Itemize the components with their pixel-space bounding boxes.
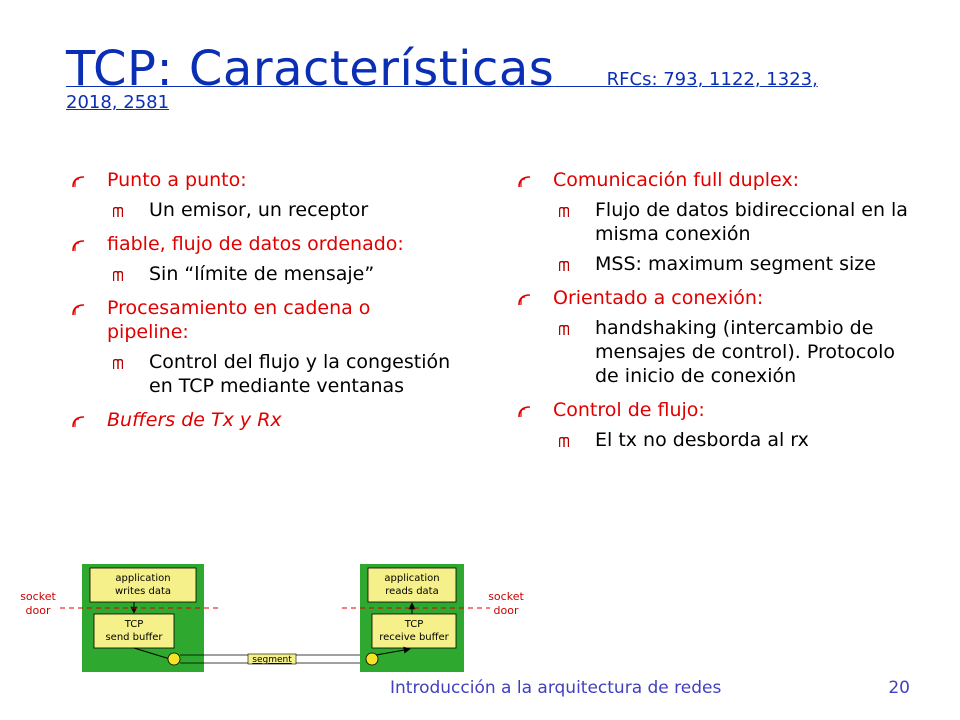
sub-item-text: Flujo de datos bidireccional en la misma conexión (595, 199, 908, 245)
sub-item-text: Un emisor, un receptor (149, 199, 369, 221)
bullet-icon (518, 294, 531, 306)
right-column (518, 168, 918, 462)
sub-item (107, 198, 452, 222)
slide-title (66, 41, 866, 114)
sender-app-label: writes data (114, 586, 172, 597)
bullet-icon (72, 416, 85, 428)
sub-bullet-icon (559, 261, 569, 272)
left-socket-label: door (25, 604, 51, 617)
sub-item (553, 252, 918, 276)
bullet-icon (72, 176, 85, 188)
segment-label: segment (252, 655, 292, 665)
bullet-icon (72, 304, 85, 316)
page-number: 20 (888, 678, 910, 698)
bullet-item (72, 296, 452, 398)
sender-dot (168, 653, 180, 665)
tcp-buffer-diagram (20, 560, 540, 678)
sub-bullet-icon (113, 359, 123, 370)
receive-buffer-label: receive buffer (379, 632, 449, 643)
item-text: Control de flujo: (553, 399, 705, 421)
item-text: Orientado a conexión: (553, 287, 764, 309)
sender-app-label: application (115, 573, 171, 584)
receive-buffer-label: TCP (404, 619, 424, 630)
send-buffer-label: TCP (124, 619, 144, 630)
receiver-app-label: application (384, 573, 440, 584)
bullet-item (518, 286, 918, 388)
slide-footer (390, 678, 910, 698)
bullet-item (72, 168, 452, 222)
sub-item-text: El tx no desborda al rx (595, 429, 809, 451)
bullet-icon (72, 240, 85, 252)
item-text: Procesamiento en cadena o pipeline: (107, 297, 371, 343)
left-column (72, 168, 452, 442)
sub-bullet-icon (113, 271, 123, 282)
right-socket-label: door (493, 604, 519, 617)
receiver-app-label: reads data (385, 586, 439, 597)
bullet-item (518, 168, 918, 276)
item-text: fiable, flujo de datos ordenado: (107, 233, 404, 255)
sub-item (553, 316, 918, 388)
bullet-icon (518, 406, 531, 418)
title-text: TCP: Características (66, 41, 555, 97)
sub-item-text: Sin “límite de mensaje” (149, 263, 375, 285)
send-buffer-label: send buffer (105, 632, 163, 643)
sub-bullet-icon (559, 325, 569, 336)
bullet-item (72, 408, 452, 432)
item-text: Punto a punto: (107, 169, 247, 191)
rfc-list: RFCs: 793, 1122, 1323, 2018, 2581 (66, 69, 818, 114)
sub-item-text: handshaking (intercambio de mensajes de control). Protocolo de inicio de conexión (595, 317, 896, 387)
sub-item (553, 198, 918, 246)
sub-bullet-icon (559, 207, 569, 218)
sub-item (553, 428, 918, 452)
item-text: Comunicación full duplex: (553, 169, 800, 191)
bullet-item (518, 398, 918, 452)
sub-item-text: MSS: maximum segment size (595, 253, 876, 275)
sub-item (107, 262, 452, 286)
sub-item (107, 350, 452, 398)
left-socket-label: socket (20, 590, 56, 603)
bullet-item (72, 232, 452, 286)
footer-text: Introducción a la arquitectura de redes (390, 678, 722, 698)
right-socket-label: socket (488, 590, 524, 603)
sub-bullet-icon (559, 437, 569, 448)
bullet-icon (518, 176, 531, 188)
item-text: Buffers de Tx y Rx (107, 409, 282, 431)
sub-item-text: Control del flujo y la congestión en TCP mediante ventanas (149, 351, 451, 397)
sub-bullet-icon (113, 207, 123, 218)
